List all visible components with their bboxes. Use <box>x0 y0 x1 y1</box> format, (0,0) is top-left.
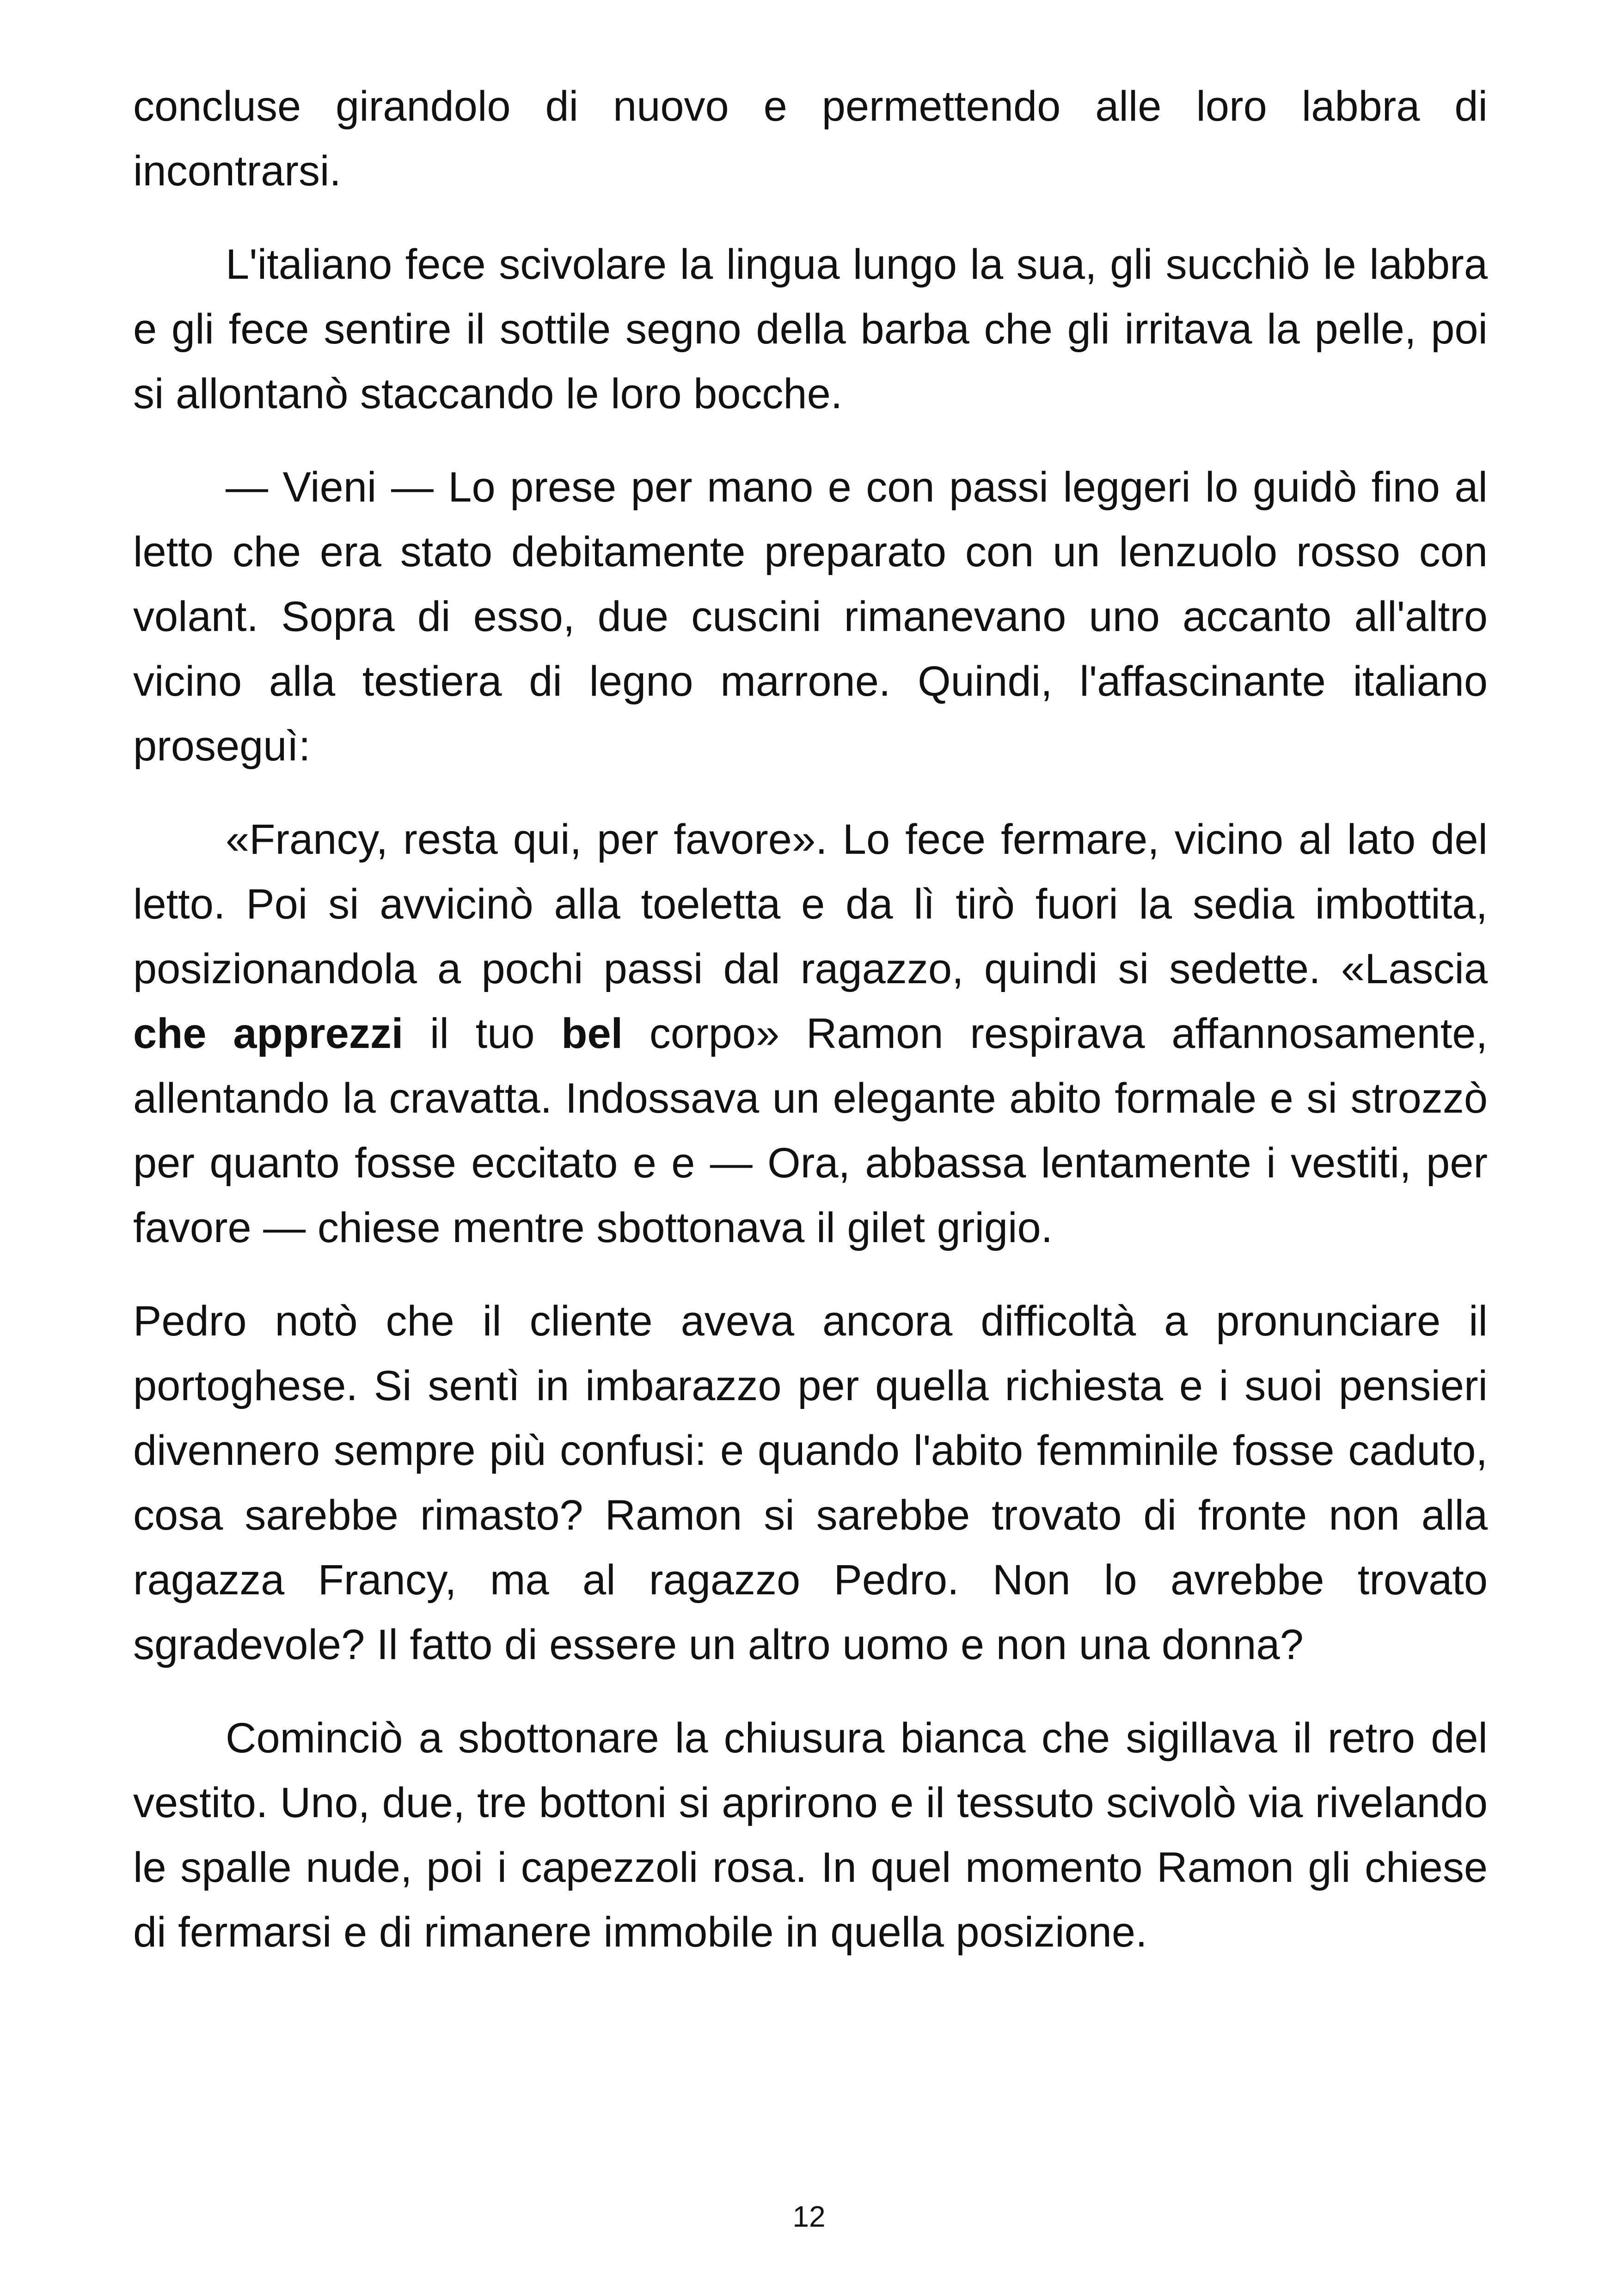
paragraph: — Vieni — Lo prese per mano e con passi leggeri lo guidò fino al letto che era stato debitamente preparato con un lenzuolo rosso con volant. Sopra di esso, due cuscini rimanevano uno accanto all'altro vicino alla testiera di legno marrone. Quindi, l'affascinante italiano proseguì: <box>133 464 1488 770</box>
bold-text: bel <box>561 1010 623 1057</box>
paragraph: L'italiano fece scivolare la lingua lungo la sua, gli succhiò le labbra e gli fece sentire il sottile segno della barba che gli irritava la pelle, poi si allontanò staccando le loro bocche. <box>133 241 1488 417</box>
paragraph: Cominciò a sbottonare la chiusura bianca che sigillava il retro del vestito. Uno, due, tre bottoni si aprirono e il tessuto scivolò via rivelando le spalle nude, poi i capezzoli rosa. In quel momento Ramon gli chiese di fermarsi e di rimanere immobile in quella posizione. <box>133 1714 1488 1956</box>
paragraph <box>133 807 1488 1260</box>
paragraph-text: il tuo <box>403 1010 562 1057</box>
paragraph: Pedro notò che il cliente aveva ancora difficoltà a pronunciare il portoghese. Si sentì in imbarazzo per quella richiesta e i suoi pensieri divennero sempre più confusi: e quando l'abito femminile fosse caduto, cosa sarebbe rimasto? Ramon si sarebbe trovato di fronte non alla ragazza Francy, ma al ragazzo Pedro. Non lo avrebbe trovato sgradevole? Il fatto di essere un altro uomo e non una donna? <box>133 1298 1488 1668</box>
page-body <box>133 74 1488 1965</box>
page-number: 12 <box>792 2200 826 2233</box>
paragraph: concluse girandolo di nuovo e permettendo alle loro labbra di incontrarsi. <box>133 83 1488 195</box>
paragraph-text: corpo» Ramon respirava affannosamente, allentando la cravatta. Indossava un elegante abito formale e si strozzò per quanto fosse eccitato e e — Ora, abbassa lentamente i vestiti, per favore — chiese mentre sbottonava il gilet grigio. <box>133 1010 1488 1251</box>
paragraph-text: «Francy, resta qui, per favore». Lo fece fermare, vicino al lato del letto. Poi si avvicinò alla toeletta e da lì tirò fuori la sedia imbottita, posizionandola a pochi passi dal ragazzo, quindi si sedette. «Lascia <box>133 816 1488 992</box>
bold-text: che apprezzi <box>133 1010 404 1057</box>
